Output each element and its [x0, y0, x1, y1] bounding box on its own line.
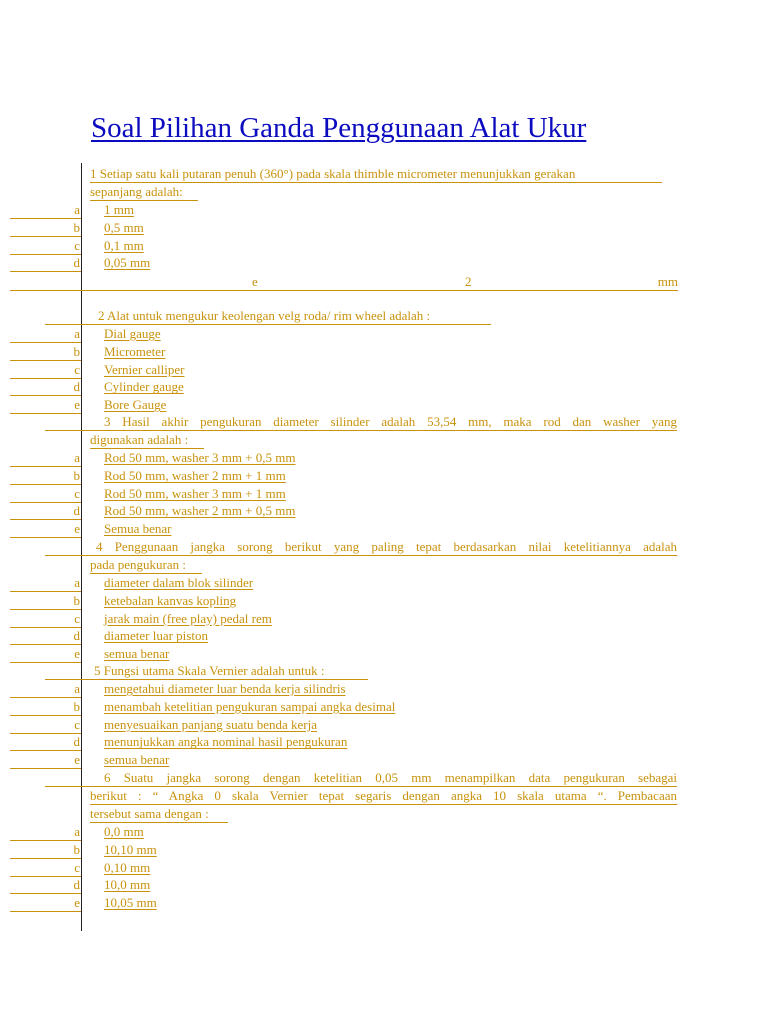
option-letter: b: [10, 343, 81, 361]
option-text[interactable]: [82, 325, 161, 343]
option-label: diameter luar piston: [104, 628, 208, 644]
question-2-line-1: 2 Alat untuk mengukur keolengan velg roda/ rim wheel adalah :: [82, 307, 491, 325]
option-letter: e: [10, 396, 81, 414]
option-label: 10,10 mm: [104, 841, 157, 857]
option-letter: a: [10, 325, 81, 343]
option-label: Rod 50 mm, washer 2 mm + 0,5 mm: [104, 503, 296, 519]
option-text[interactable]: [82, 733, 347, 751]
option-text[interactable]: [82, 449, 296, 467]
option-text[interactable]: [82, 645, 169, 663]
option-letter: e: [10, 645, 81, 663]
option-text[interactable]: [82, 343, 165, 361]
option-label: 0,10 mm: [104, 859, 151, 875]
option-label: Micrometer: [104, 343, 166, 359]
option-text[interactable]: [82, 378, 184, 396]
option-text[interactable]: [82, 876, 150, 894]
option-label: semua benar: [104, 646, 170, 662]
question-6-line-3: tersebut sama dengan :: [90, 805, 228, 823]
option-text[interactable]: [82, 361, 184, 379]
option-letter: c: [10, 485, 81, 503]
option-text[interactable]: [82, 520, 172, 538]
question-1-row-e: [10, 273, 678, 291]
question-6-line-2: berikut : “ Angka 0 skala Vernier tepat segaris dengan angka 10 skala utama “. Pembacaan: [90, 788, 677, 803]
question-4-line-1: 4 Penggunaan jangka sorong berikut yang paling tepat berdasarkan nilai ketelitiannya adalah: [82, 538, 677, 556]
option-letter: b: [10, 467, 81, 485]
option-label: semua benar: [104, 752, 170, 768]
option-text[interactable]: [82, 610, 272, 628]
option-label: 10,05 mm: [104, 895, 157, 911]
option-letter: c: [10, 361, 81, 379]
option-text[interactable]: [82, 254, 150, 272]
option-text[interactable]: [82, 627, 208, 645]
option-letter: c: [10, 237, 81, 255]
option-label: Dial gauge: [104, 326, 161, 341]
option-letter: d: [10, 502, 81, 520]
option-letter: c: [10, 859, 81, 877]
question-3-line-1: 3 Hasil akhir pengukuran diameter silinder adalah 53,54 mm, maka rod dan washer yang: [82, 413, 677, 431]
option-text[interactable]: [82, 502, 296, 520]
option-label: menambah ketelitian pengukuran sampai angka desimal: [104, 698, 396, 714]
option-text[interactable]: [82, 859, 150, 877]
option-letter: a: [10, 680, 81, 698]
option-letter: a: [10, 574, 81, 592]
option-letter: e: [10, 520, 81, 538]
row-e-letter: e: [252, 274, 258, 289]
option-label: ketebalan kanvas kopling: [104, 592, 237, 608]
option-letter: b: [10, 219, 81, 237]
option-text[interactable]: [82, 751, 169, 769]
question-1-line-2: sepanjang adalah:: [90, 183, 198, 201]
option-text[interactable]: [82, 823, 144, 841]
option-label: menyesuaikan panjang suatu benda kerja: [104, 716, 317, 732]
row-e-unit: mm: [657, 274, 678, 289]
option-letter: d: [10, 876, 81, 894]
option-label: Cylinder gauge: [104, 379, 184, 395]
question-6-line-1: 6 Suatu jangka sorong dengan ketelitian 0,05 mm menampilkan data pengukuran sebagai: [82, 769, 677, 787]
option-letter: c: [10, 716, 81, 734]
option-label: jarak main (free play) pedal rem: [104, 610, 272, 626]
option-label: Bore Gauge: [104, 397, 167, 413]
question-3-line-2: digunakan adalah :: [90, 431, 204, 449]
option-label: Rod 50 mm, washer 2 mm + 1 mm: [104, 467, 286, 483]
option-label: menunjukkan angka nominal hasil pengukuran: [104, 734, 348, 750]
option-letter: d: [10, 254, 81, 272]
option-label: 0,05 mm: [104, 255, 151, 271]
option-text[interactable]: [82, 237, 144, 255]
option-label: 0,1 mm: [104, 237, 144, 253]
option-label: 10,0 mm: [104, 877, 151, 893]
option-letter: d: [10, 733, 81, 751]
question-3-lead: [45, 413, 82, 431]
option-text[interactable]: [82, 201, 134, 219]
option-label: 0,0 mm: [104, 824, 144, 839]
option-letter: d: [10, 378, 81, 396]
option-text[interactable]: [82, 894, 157, 912]
option-label: Rod 50 mm, washer 3 mm + 1 mm: [104, 485, 286, 501]
option-text[interactable]: [82, 396, 166, 414]
option-label: 0,5 mm: [104, 219, 144, 235]
option-label: Vernier calliper: [104, 361, 185, 377]
option-letter: e: [10, 894, 81, 912]
question-2-lead: [45, 307, 82, 325]
question-5-line-1: 5 Fungsi utama Skala Vernier adalah untuk :: [82, 662, 368, 680]
option-text[interactable]: [82, 841, 157, 859]
option-label: Rod 50 mm, washer 3 mm + 0,5 mm: [104, 450, 296, 465]
question-5-lead: [45, 662, 82, 680]
option-label: diameter dalam blok silinder: [104, 575, 254, 590]
option-letter: b: [10, 841, 81, 859]
question-6-lead: [45, 769, 82, 787]
option-letter: b: [10, 698, 81, 716]
option-letter: a: [10, 449, 81, 467]
option-letter: d: [10, 627, 81, 645]
option-label: 1 mm: [104, 202, 134, 217]
option-letter: a: [10, 823, 81, 841]
option-letter: b: [10, 592, 81, 610]
option-text[interactable]: [82, 574, 253, 592]
row-e-value: 2: [465, 274, 472, 289]
option-text[interactable]: [82, 698, 395, 716]
option-letter: a: [10, 201, 81, 219]
option-text[interactable]: [82, 716, 317, 734]
question-4-line-2: pada pengukuran :: [90, 556, 202, 574]
option-text[interactable]: [82, 219, 144, 237]
option-letter: c: [10, 610, 81, 628]
question-1-line-1: 1 Setiap satu kali putaran penuh (360°) pada skala thimble micrometer menunjukkan gerakan: [90, 165, 662, 183]
option-label: mengetahui diameter luar benda kerja silindris: [104, 681, 346, 696]
option-text[interactable]: [82, 680, 346, 698]
question-4-lead: [45, 538, 82, 556]
option-text[interactable]: [82, 467, 286, 485]
option-letter: e: [10, 751, 81, 769]
page-title: Soal Pilihan Ganda Penggunaan Alat Ukur: [91, 112, 587, 144]
option-label: Semua benar: [104, 521, 172, 537]
option-text[interactable]: [82, 485, 286, 503]
option-text[interactable]: [82, 592, 236, 610]
